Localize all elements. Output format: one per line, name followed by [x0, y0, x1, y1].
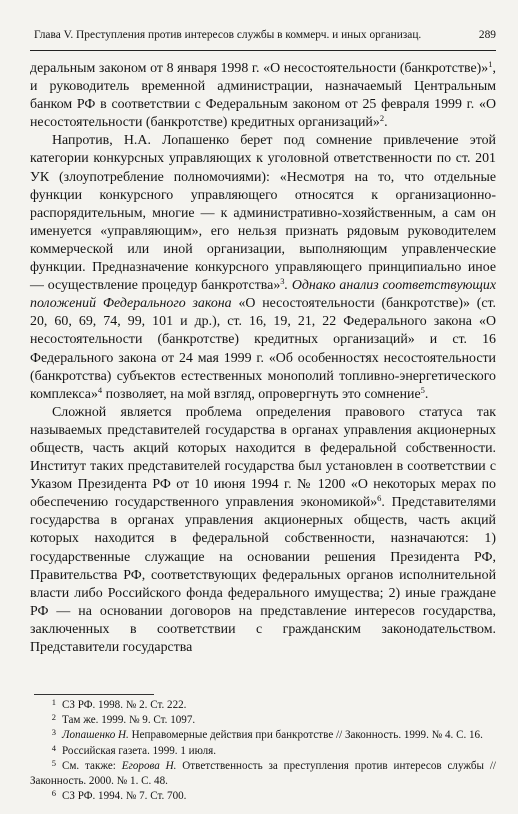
paragraph-2 — [30, 132, 496, 403]
text-span: , и руководитель временной администрации, назначаемый Центральным банком РФ в соответствии с Федеральным законом от 25 февраля 1999 г. «О несостоятельности (банкротстве) кредитных организаций» — [30, 61, 496, 131]
text-span: . Представителями государства в органах управления акционерных обществ, часть акций которых находится в федеральной собственности, назначаются: 1) государственные служащие на основании решения Президента РФ, Правительства РФ, соответствующих федеральных органов исполнительной власти либо Российского фонда федерального имущества; 2) иные граждане РФ — на основании договоров на представление интересов государства, заключенных в соответствии с гражданским законодательством. Представители государства — [30, 495, 496, 655]
main-text — [30, 60, 496, 657]
footnote-4: 4 Российская газета. 1999. 1 июля. — [51, 742, 217, 757]
text-span: . — [424, 386, 429, 402]
footnote-prefix: См. также: — [62, 759, 122, 772]
footnote-2: 2 Там же. 1999. № 9. Ст. 1097. — [51, 712, 196, 727]
footnote-text: Российская газета. 1999. 1 июля. — [62, 744, 217, 757]
running-head — [34, 28, 496, 43]
footnote-text: Там же. 1999. № 9. Ст. 1097. — [62, 714, 196, 727]
text-span: . — [384, 115, 388, 131]
footnote-ref-4: 4 — [97, 384, 103, 395]
footnote-ref-1: 1 — [488, 59, 493, 69]
footnote-ref-2: 2 — [379, 113, 385, 124]
footnote-author: Егорова Н. — [121, 759, 177, 772]
page-number: 289 — [478, 29, 496, 41]
footnote-rule — [34, 694, 154, 695]
italic-span: . Однако анализ соответствующих положений Федерального закона — [30, 278, 497, 312]
text-span: Сложной является проблема определения правового статуса так называемых представителей государства в органах управления акционерных обществ, часть акций которых находится в федеральной собственности. Институт таких представителей государства был установлен в соответствии с Указом Президента РФ от 10 июня 1994 г. № 1200 «О некоторых мерах по обеспечению государственного управления экономикой» — [30, 404, 496, 511]
footnote-ref-5: 5 — [420, 384, 425, 395]
text-span: деральным законом от 8 января 1998 г. «О несостоятельности (банкротстве)» — [30, 61, 489, 76]
footnote-text: Ответственность за преступления против интересов службы // Законность. 2000. № 1. С. 48. — [30, 759, 496, 788]
text-span: позволяет, на мой взгляд, опровергнуть это сомнение — [102, 386, 421, 402]
text-span: «О несостоятельности (банкротстве)» (ст. 20, 60, 69, 74, 99, 101 и др.), ст. 16, 19, 21, 22 Федерального закона «О несостоятельности (банкротстве) кредитных организаций» и ст. 16 Федерального закона от 24 мая 1999 г. «Об особенностях несостоятельности (банкротства) субъектов естественных монополий топливно-энергетического комплекса» — [30, 296, 497, 402]
footnote-1: 1 СЗ РФ. 1998. № 2. Ст. 222. — [51, 697, 187, 711]
footnotes — [30, 698, 496, 804]
header-rule — [30, 50, 496, 51]
footnote-text: СЗ РФ. 1998. № 2. Ст. 222. — [62, 699, 187, 711]
footnote-author: Лопашенко Н. — [62, 729, 129, 742]
footnote-ref-3: 3 — [280, 276, 285, 287]
paragraph-3 — [30, 404, 496, 657]
paragraph-1 — [30, 60, 496, 132]
footnote-5: 5 См. также: Егорова Н. Ответственность за преступления против интересов службы // Законность. 2000. № 1. С. 48. — [30, 757, 496, 788]
text-span: Напротив, Н.А. Лопашенко берет под сомнение привлечение этой категории конкурсных управляющих к уголовной ответственности по ст. 201 УК (злоупотребление полномочиями): «Несмотря на то, что отдельные функции конкурсного управляющего относятся к организационно-распорядительным, многие — к административно-хозяйственным, а сам он именуется «управляющим», его нельзя признать рядовым руководителем коммерческой или иной организации, выполняющим управленческие функции. Предназначение конкурсного управляющего принципиально иное — осуществление процедур банкротства» — [30, 133, 496, 294]
footnote-text: Неправомерные действия при банкротстве // Законность. 1999. № 4. С. 16. — [128, 729, 483, 742]
footnote-text: СЗ РФ. 1994. № 7. Ст. 700. — [62, 790, 187, 803]
footnote-ref-6: 6 — [377, 493, 382, 504]
footnote-6: 6 СЗ РФ. 1994. № 7. Ст. 700. — [51, 788, 187, 803]
chapter-title: Глава V. Преступления против интересов службы в коммерч. и иных организац. — [34, 29, 422, 41]
footnote-3: 3 Лопашенко Н. Неправомерные действия при банкротстве // Законность. 1999. № 4. С. 16. — [51, 727, 483, 742]
